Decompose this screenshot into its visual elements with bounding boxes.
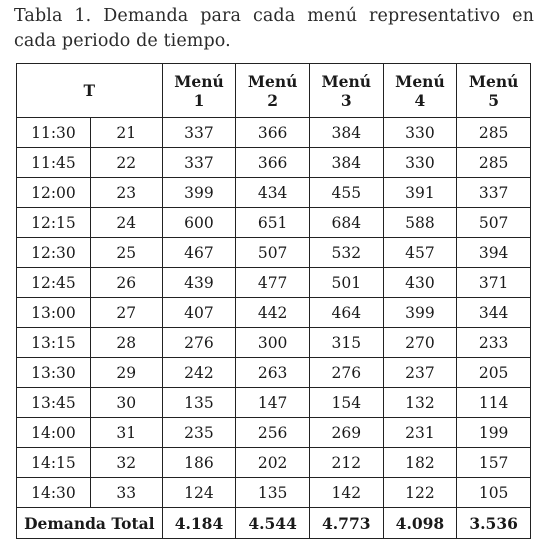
demand-cell: 186 bbox=[162, 448, 236, 478]
demand-cell: 122 bbox=[383, 478, 457, 508]
demand-cell: 276 bbox=[309, 358, 383, 388]
demand-cell: 154 bbox=[309, 388, 383, 418]
header-menu-3 bbox=[309, 64, 383, 118]
header-menu-5 bbox=[457, 64, 531, 118]
time-cell: 14:15 bbox=[17, 448, 91, 478]
time-cell: 12:30 bbox=[17, 238, 91, 268]
demand-cell: 399 bbox=[162, 178, 236, 208]
demand-cell: 269 bbox=[309, 418, 383, 448]
demand-cell: 588 bbox=[383, 208, 457, 238]
demand-cell: 399 bbox=[383, 298, 457, 328]
demand-cell: 384 bbox=[309, 118, 383, 148]
header-menu-word: Menú bbox=[395, 71, 445, 91]
header-menu-word: Menú bbox=[247, 71, 298, 91]
period-cell: 24 bbox=[90, 208, 162, 238]
table-row bbox=[17, 478, 531, 508]
total-label: Demanda Total bbox=[17, 508, 163, 539]
table-body bbox=[17, 118, 531, 508]
header-menu-1 bbox=[162, 64, 236, 118]
demand-cell: 455 bbox=[309, 178, 383, 208]
demand-cell: 237 bbox=[383, 358, 457, 388]
demand-cell: 391 bbox=[383, 178, 457, 208]
header-menu-word: Menú bbox=[321, 71, 372, 91]
demand-cell: 263 bbox=[236, 358, 310, 388]
demand-cell: 366 bbox=[236, 148, 310, 178]
demand-cell: 124 bbox=[162, 478, 236, 508]
demand-cell: 135 bbox=[162, 388, 236, 418]
demand-cell: 394 bbox=[457, 238, 531, 268]
demand-cell: 507 bbox=[457, 208, 531, 238]
time-cell: 13:15 bbox=[17, 328, 91, 358]
period-cell: 26 bbox=[90, 268, 162, 298]
total-row bbox=[17, 508, 531, 539]
demand-cell: 384 bbox=[309, 148, 383, 178]
demand-cell: 507 bbox=[236, 238, 310, 268]
demand-cell: 199 bbox=[457, 418, 531, 448]
header-menu-number: 3 bbox=[340, 90, 352, 110]
demand-cell: 235 bbox=[162, 418, 236, 448]
period-cell: 29 bbox=[90, 358, 162, 388]
header-menu-number: 4 bbox=[414, 90, 426, 110]
period-cell: 27 bbox=[90, 298, 162, 328]
period-cell: 25 bbox=[90, 238, 162, 268]
demand-cell: 337 bbox=[162, 148, 236, 178]
total-cell: 4.184 bbox=[162, 508, 236, 539]
demand-cell: 285 bbox=[457, 118, 531, 148]
time-cell: 12:15 bbox=[17, 208, 91, 238]
table-row bbox=[17, 148, 531, 178]
demand-cell: 212 bbox=[309, 448, 383, 478]
demand-cell: 105 bbox=[457, 478, 531, 508]
demand-cell: 142 bbox=[309, 478, 383, 508]
demand-cell: 330 bbox=[383, 148, 457, 178]
table-row bbox=[17, 388, 531, 418]
time-cell: 13:30 bbox=[17, 358, 91, 388]
header-menu-word: Menú bbox=[174, 71, 224, 91]
header-menu-number: 5 bbox=[488, 90, 500, 110]
demand-cell: 477 bbox=[236, 268, 310, 298]
demand-cell: 532 bbox=[309, 238, 383, 268]
header-menu-2 bbox=[236, 64, 310, 118]
demand-table bbox=[16, 63, 531, 539]
total-cell: 4.098 bbox=[383, 508, 457, 539]
demand-cell: 132 bbox=[383, 388, 457, 418]
table-row bbox=[17, 418, 531, 448]
header-menu-4 bbox=[383, 64, 457, 118]
total-cell: 3.536 bbox=[457, 508, 531, 539]
table-row bbox=[17, 238, 531, 268]
demand-cell: 182 bbox=[383, 448, 457, 478]
time-cell: 13:00 bbox=[17, 298, 91, 328]
time-cell: 13:45 bbox=[17, 388, 91, 418]
demand-cell: 651 bbox=[236, 208, 310, 238]
table-caption: Tabla 1. Demanda para cada menú representativo en cada periodo de tiempo. bbox=[14, 6, 534, 51]
demand-cell: 434 bbox=[236, 178, 310, 208]
total-cell: 4.773 bbox=[309, 508, 383, 539]
header-menu-word: Menú bbox=[468, 71, 519, 91]
demand-cell: 114 bbox=[457, 388, 531, 418]
demand-cell: 600 bbox=[162, 208, 236, 238]
demand-cell: 337 bbox=[457, 178, 531, 208]
demand-cell: 202 bbox=[236, 448, 310, 478]
table-row bbox=[17, 268, 531, 298]
demand-cell: 256 bbox=[236, 418, 310, 448]
demand-cell: 330 bbox=[383, 118, 457, 148]
demand-cell: 242 bbox=[162, 358, 236, 388]
demand-cell: 501 bbox=[309, 268, 383, 298]
period-cell: 23 bbox=[90, 178, 162, 208]
demand-cell: 467 bbox=[162, 238, 236, 268]
time-cell: 11:45 bbox=[17, 148, 91, 178]
demand-cell: 344 bbox=[457, 298, 531, 328]
table-row bbox=[17, 298, 531, 328]
time-cell: 12:00 bbox=[17, 178, 91, 208]
period-cell: 32 bbox=[90, 448, 162, 478]
total-cell: 4.544 bbox=[236, 508, 310, 539]
demand-cell: 337 bbox=[162, 118, 236, 148]
demand-cell: 233 bbox=[457, 328, 531, 358]
demand-cell: 371 bbox=[457, 268, 531, 298]
demand-cell: 439 bbox=[162, 268, 236, 298]
demand-cell: 147 bbox=[236, 388, 310, 418]
header-menu-number: 2 bbox=[267, 90, 279, 110]
demand-cell: 315 bbox=[309, 328, 383, 358]
time-cell: 14:00 bbox=[17, 418, 91, 448]
table-row bbox=[17, 118, 531, 148]
demand-cell: 430 bbox=[383, 268, 457, 298]
demand-cell: 135 bbox=[236, 478, 310, 508]
table-row bbox=[17, 358, 531, 388]
demand-cell: 464 bbox=[309, 298, 383, 328]
header-t: T bbox=[17, 64, 163, 118]
demand-cell: 366 bbox=[236, 118, 310, 148]
period-cell: 21 bbox=[90, 118, 162, 148]
time-cell: 11:30 bbox=[17, 118, 91, 148]
demand-cell: 684 bbox=[309, 208, 383, 238]
demand-cell: 407 bbox=[162, 298, 236, 328]
period-cell: 30 bbox=[90, 388, 162, 418]
header-row bbox=[17, 64, 531, 118]
demand-cell: 276 bbox=[162, 328, 236, 358]
table-row bbox=[17, 208, 531, 238]
demand-cell: 442 bbox=[236, 298, 310, 328]
table-row bbox=[17, 328, 531, 358]
table-row bbox=[17, 178, 531, 208]
table-row bbox=[17, 448, 531, 478]
demand-cell: 457 bbox=[383, 238, 457, 268]
demand-cell: 231 bbox=[383, 418, 457, 448]
time-cell: 12:45 bbox=[17, 268, 91, 298]
demand-cell: 205 bbox=[457, 358, 531, 388]
demand-cell: 157 bbox=[457, 448, 531, 478]
header-menu-number: 1 bbox=[193, 90, 205, 110]
time-cell: 14:30 bbox=[17, 478, 91, 508]
demand-cell: 285 bbox=[457, 148, 531, 178]
period-cell: 22 bbox=[90, 148, 162, 178]
demand-cell: 300 bbox=[236, 328, 310, 358]
period-cell: 28 bbox=[90, 328, 162, 358]
period-cell: 33 bbox=[90, 478, 162, 508]
demand-cell: 270 bbox=[383, 328, 457, 358]
period-cell: 31 bbox=[90, 418, 162, 448]
